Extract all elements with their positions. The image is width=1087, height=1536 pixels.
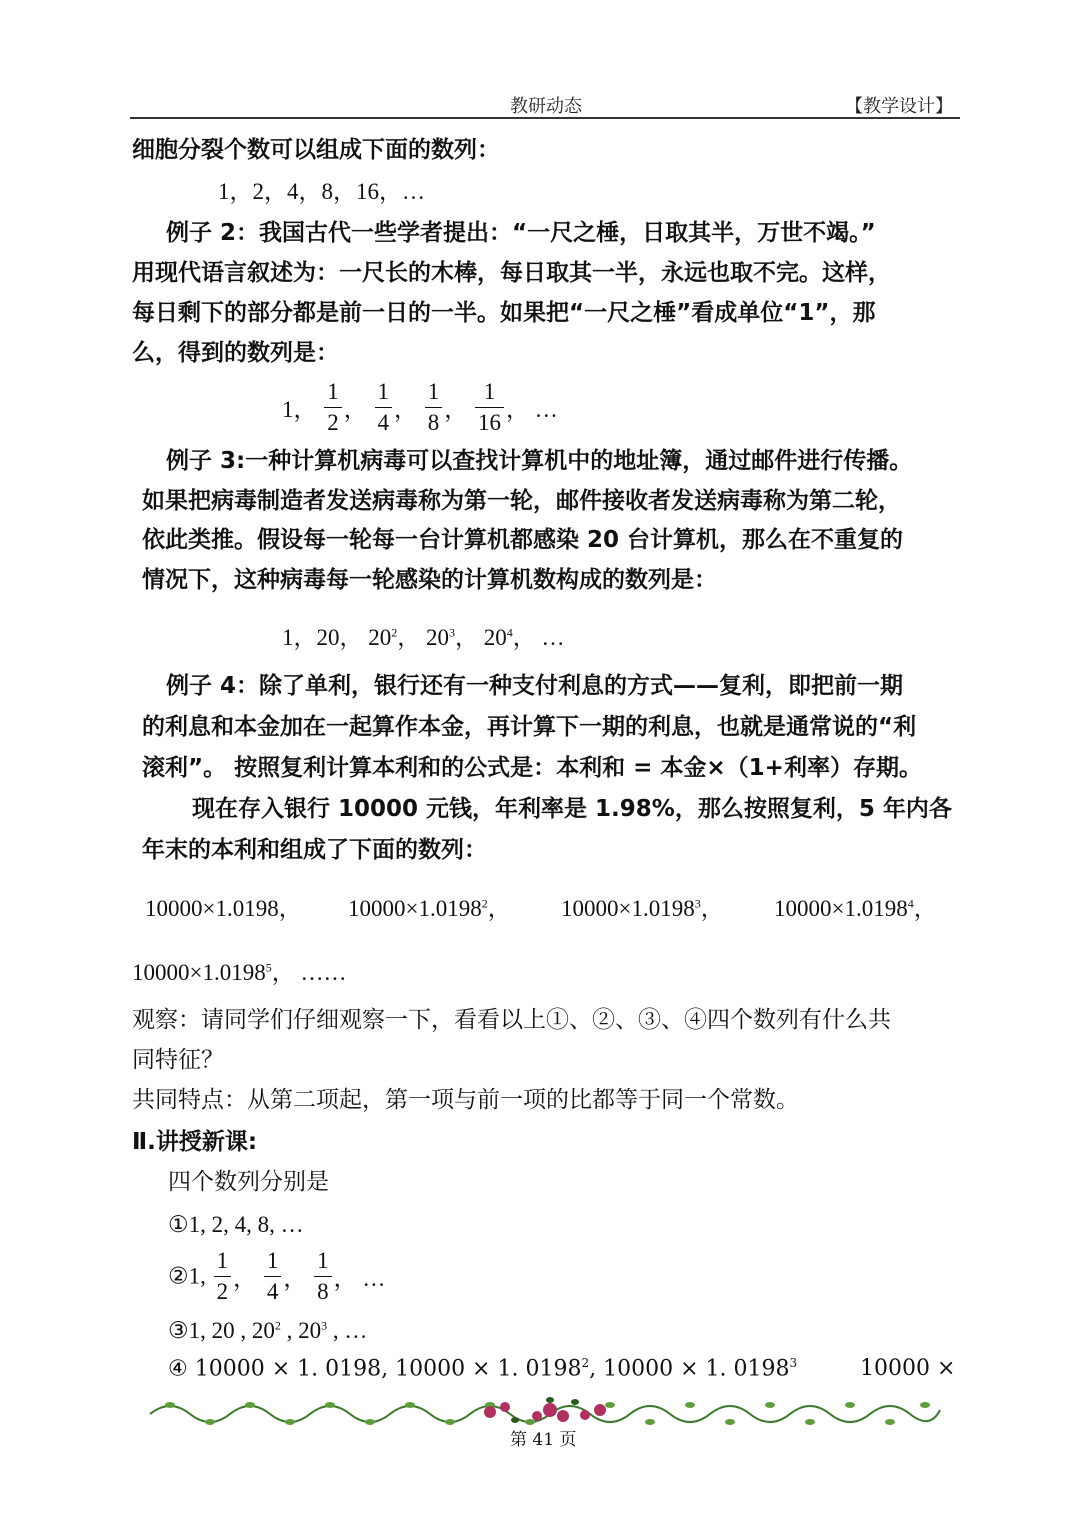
item-4-continued: 10000 × [860, 1356, 956, 1381]
example-4-line: 例子 4：除了单利，银行还有一种支付利息的方式——复利，即把前一期 [166, 673, 904, 699]
fraction: $\frac{1}{8}$ [314, 1246, 332, 1307]
text-line: 依此类推。假设每一轮每一台计算机都感染 20 台计算机，那么在不重复的 [142, 527, 904, 553]
text-line: 每日剩下的部分都是前一日的一半。如果把“一尺之棰”看成单位“1”，那 [132, 300, 876, 326]
sequence-1: 1，2，4，8，16，… [218, 179, 425, 204]
seq-term: 1， [282, 397, 317, 422]
fraction: $\frac{1}{16}$ [475, 377, 504, 438]
fraction: $\frac{1}{4}$ [375, 377, 393, 438]
text-line: 同特征？ [132, 1047, 224, 1073]
seq4-term-4: $10000\times 1.0198^4$， [774, 896, 937, 921]
item-2: ②1, $\frac{1}{2}$ ， $\frac{1}{4}$ ， $\frac{1}{8}$ ， … [168, 1246, 385, 1307]
seq4-term-1: 10000×1.0198， [145, 896, 302, 921]
fraction: $\frac{1}{2}$ [324, 377, 342, 438]
item-4: ④ 10000 × 1. 0198, 10000 × 1. 0198$^2$, 10000 × 1. 0198$^3$ [168, 1356, 798, 1382]
text-line: 如果把病毒制造者发送病毒称为第一轮，邮件接收者发送病毒称为第二轮， [142, 488, 901, 514]
sequence-3: 1，20， $20^2$， $20^3$， $20^4$， … [282, 625, 565, 650]
text-line: 么，得到的数列是： [132, 340, 339, 366]
fraction: $\frac{1}{8}$ [425, 377, 443, 438]
page-number: 第 41 页 [510, 1430, 577, 1450]
observation-line: 观察：请同学们仔细观察一下，看看以上①、②、③、④四个数列有什么共 [132, 1007, 891, 1033]
formula-line: 滚利”。 按照复利计算本利和的公式是：本利和 = 本金×（1+利率）存期。 [142, 755, 922, 781]
text-line: 情况下，这种病毒每一轮感染的计算机数构成的数列是： [142, 567, 717, 593]
text-line: 四个数列分别是 [168, 1169, 329, 1195]
text-line: 细胞分裂个数可以组成下面的数列： [132, 137, 500, 163]
text-line: 用现代语言叙述为：一尺长的木棒，每日取其一半，永远也取不完。这样， [132, 260, 891, 286]
header-title: 教研动态 [510, 96, 582, 117]
seq4-term-2: $10000\times 1.0198^2$， [348, 896, 511, 921]
text-line: 的利息和本金加在一起算作本金，再计算下一期的利息，也就是通常说的“利 [142, 714, 917, 740]
header-rule [130, 117, 960, 119]
fraction: $\frac{1}{2}$ [214, 1246, 232, 1307]
item-3: ③1, 20 , $20^2$ , $20^3$ , … [168, 1318, 368, 1343]
seq4-term-3: $10000\times 1.0198^3$， [561, 896, 724, 921]
example-2-line: 例子 2：我国古代一些学者提出：“一尺之棰，日取其半，万世不竭。” [166, 220, 876, 246]
sequence-2: 1， $\frac{1}{2}$ ， $\frac{1}{4}$ ， $\frac{1}{8}$ ， $\frac{1}{16}$ ， … [282, 377, 558, 438]
seq4-term-5: $10000\times 1.0198^5$， …… [132, 960, 347, 985]
text-line: 年末的本利和组成了下面的数列： [142, 837, 487, 863]
common-feature-line: 共同特点：从第二项起，第一项与前一项的比都等于同一个常数。 [132, 1087, 799, 1113]
fraction: $\frac{1}{4}$ [264, 1246, 282, 1307]
header-section: 【教学设计】 [845, 96, 953, 117]
example-3-line: 例子 3:一种计算机病毒可以查找计算机中的地址簿，通过邮件进行传播。 [166, 448, 913, 474]
item-1: ①1, 2, 4, 8, … [168, 1212, 304, 1237]
section-heading: Ⅱ.讲授新课: [132, 1129, 258, 1155]
text-line: 现在存入银行 10000 元钱，年利率是 1.98%，那么按照复利，5 年内各 [192, 796, 952, 822]
